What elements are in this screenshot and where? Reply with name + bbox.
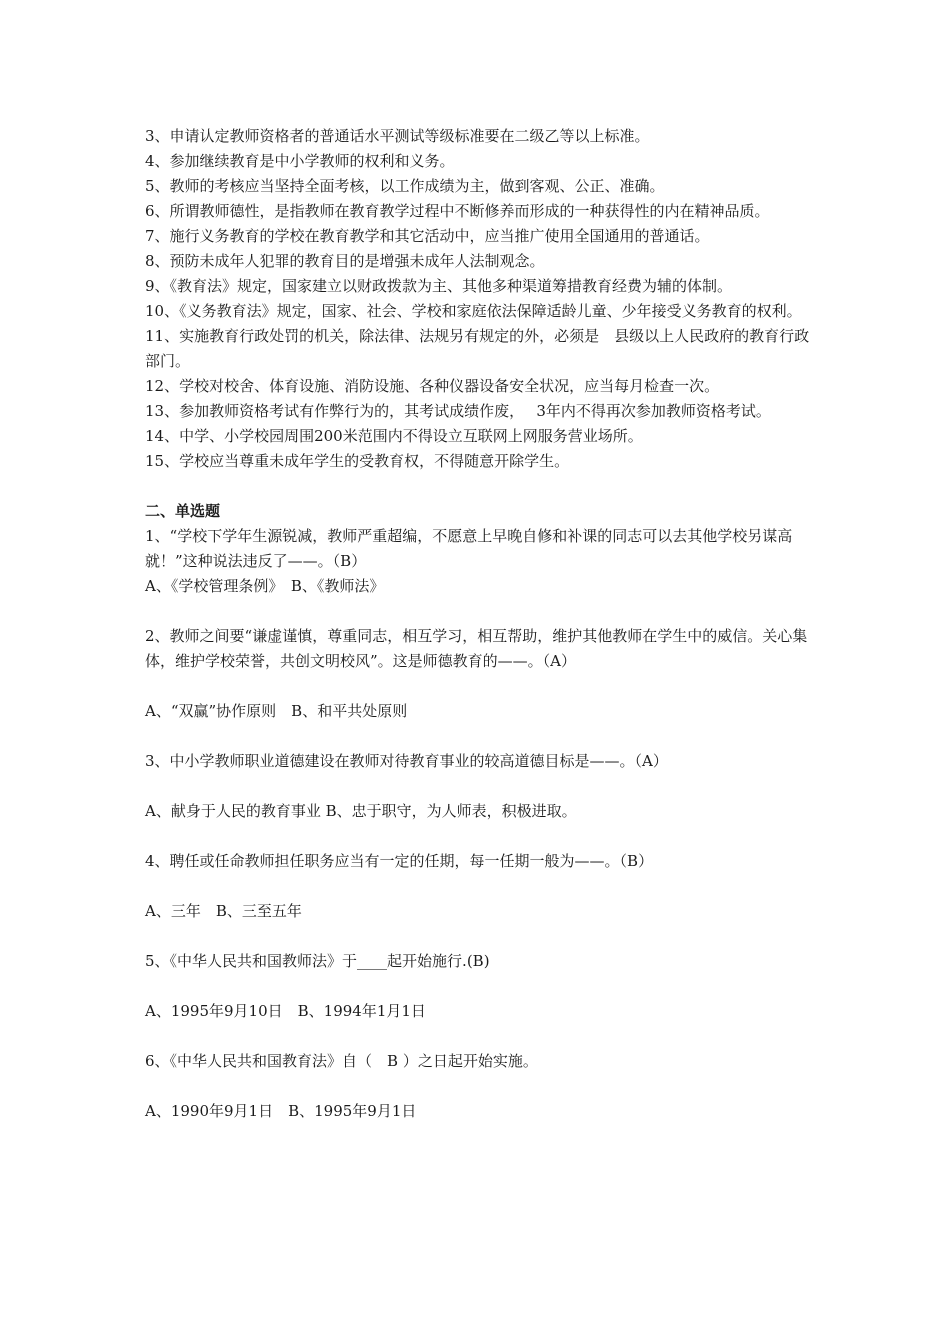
- judgement-item: 7、施行义务教育的学校在教育教学和其它活动中，应当推广使用全国通用的普通话。: [145, 227, 710, 245]
- judgement-item: 15、学校应当尊重未成年学生的受教育权，不得随意开除学生。: [145, 452, 570, 470]
- question-text: 3、中小学教师职业道德建设在教师对待教育事业的较高道德目标是——。（A）: [145, 752, 668, 770]
- judgement-item: 13、参加教师资格考试有作弊行为的，其考试成绩作废， 3年内不得再次参加教师资格考试。: [145, 402, 771, 420]
- question-options: A、《学校管理条例》 B、《教师法》: [145, 577, 385, 595]
- judgement-item: 4、参加继续教育是中小学教师的权利和义务。: [145, 152, 455, 170]
- judgement-item: 10、《义务教育法》规定，国家、社会、学校和家庭依法保障适龄儿童、少年接受义务教育的权利。: [145, 302, 802, 320]
- question-options: A、1990年9月1日 B、1995年9月1日: [145, 1102, 417, 1120]
- judgement-item: 5、教师的考核应当坚持全面考核，以工作成绩为主，做到客观、公正、准确。: [145, 177, 665, 195]
- question-text: 6、《中华人民共和国教育法》自（ B ）之日起开始实施。: [145, 1052, 538, 1070]
- judgement-item: 12、学校对校舍、体育设施、消防设施、各种仪器设备安全状况，应当每月检查一次。: [145, 377, 720, 395]
- question-text: 4、聘任或任命教师担任职务应当有一定的任期，每一任期一般为——。（B）: [145, 852, 654, 870]
- section-heading: 二、单选题: [145, 502, 221, 520]
- question-options: A、1995年9月10日 B、1994年1月1日: [145, 1002, 426, 1020]
- judgement-item: 14、中学、小学校园周围200米范围内不得设立互联网上网服务营业场所。: [145, 427, 643, 445]
- document-body: [145, 124, 810, 1124]
- question-text: 1、“学校下学年生源锐减，教师严重超编，不愿意上早晚自修和补课的同志可以去其他学校另谋高就！”这种说法违反了——。（B）: [145, 527, 793, 570]
- question-options: A、三年 B、三至五年: [145, 902, 302, 920]
- judgement-list: [145, 124, 810, 474]
- judgement-item: 8、预防未成年人犯罪的教育目的是增强未成年人法制观念。: [145, 252, 545, 270]
- question-text: 5、《中华人民共和国教师法》于____起开始施行.(B): [145, 952, 490, 970]
- question-text: 2、教师之间要“谦虚谨慎，尊重同志，相互学习，相互帮助，维护其他教师在学生中的威信。关心集体，维护学校荣誉，共创文明校风”。这是师德教育的——。（A）: [145, 627, 808, 670]
- question-options: A、献身于人民的教育事业 B、忠于职守，为人师表，积极进取。: [145, 802, 577, 820]
- judgement-item: 11、实施教育行政处罚的机关，除法律、法规另有规定的外，必须是 县级以上人民政府的教育行政部门。: [145, 327, 810, 370]
- judgement-item: 9、《教育法》规定，国家建立以财政拨款为主、其他多种渠道筹措教育经费为辅的体制。: [145, 277, 733, 295]
- question-list: [145, 524, 810, 1124]
- judgement-item: 3、申请认定教师资格者的普通话水平测试等级标准要在二级乙等以上标准。: [145, 127, 650, 145]
- question-options: A、“双赢”协作原则 B、和平共处原则: [145, 702, 408, 720]
- judgement-item: 6、所谓教师德性，是指教师在教育教学过程中不断修养而形成的一种获得性的内在精神品质。: [145, 202, 770, 220]
